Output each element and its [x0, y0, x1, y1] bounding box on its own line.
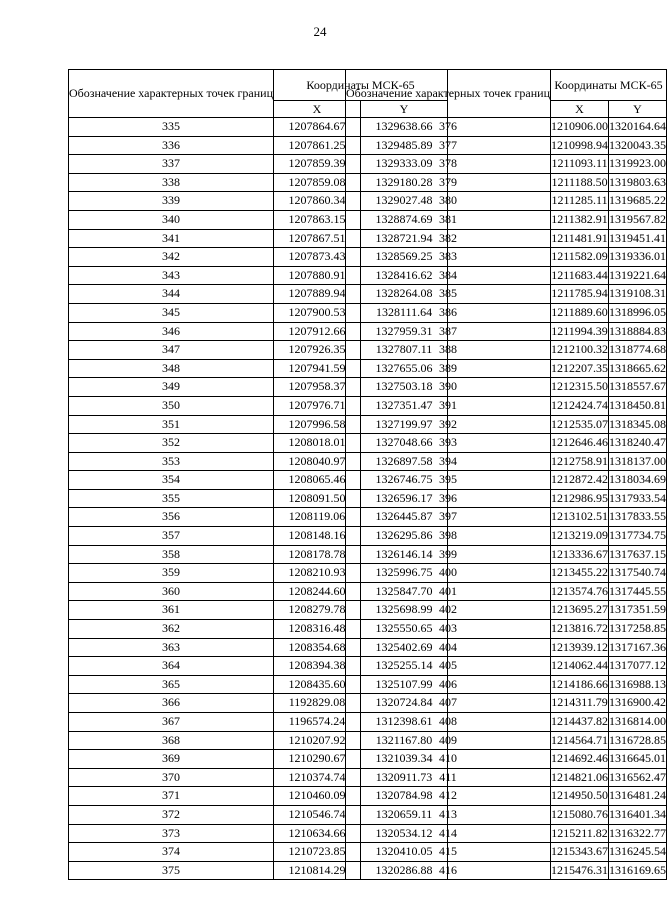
coord-y: 1319108.31	[609, 285, 667, 304]
coord-y: 1317258.85	[609, 620, 667, 639]
coord-y: 1328569.25	[361, 248, 448, 267]
coord-x: 1207900.53	[274, 303, 361, 322]
table-row	[346, 675, 667, 694]
table-row	[346, 155, 667, 174]
coord-x: 1213695.27	[551, 601, 609, 620]
coord-y: 1316988.13	[609, 675, 667, 694]
coord-y: 1319685.22	[609, 192, 667, 211]
coord-x: 1213574.76	[551, 582, 609, 601]
coord-y: 1326596.17	[361, 489, 448, 508]
coord-y: 1320659.11	[361, 805, 448, 824]
coord-y: 1328721.94	[361, 229, 448, 248]
coord-y: 1329485.89	[361, 136, 448, 155]
table-row	[346, 750, 667, 769]
table-row	[346, 285, 667, 304]
coord-x: 1211285.11	[551, 192, 609, 211]
coord-y: 1317445.55	[609, 582, 667, 601]
table-row	[346, 136, 667, 155]
coord-y: 1327048.66	[361, 434, 448, 453]
coord-x: 1214311.79	[551, 694, 609, 713]
point-number: 366	[69, 694, 274, 713]
point-number: 415	[346, 843, 551, 862]
coord-x: 1211481.91	[551, 229, 609, 248]
coord-x: 1210998.94	[551, 136, 609, 155]
coord-x: 1211785.94	[551, 285, 609, 304]
coord-x: 1207860.34	[274, 192, 361, 211]
coord-y: 1320043.35	[609, 136, 667, 155]
coord-x: 1211188.50	[551, 173, 609, 192]
point-number: 371	[69, 787, 274, 806]
coord-x: 1212646.46	[551, 434, 609, 453]
point-number: 342	[69, 248, 274, 267]
table-row	[346, 173, 667, 192]
table-row	[346, 396, 667, 415]
coord-x: 1208354.68	[274, 638, 361, 657]
point-number: 348	[69, 359, 274, 378]
point-number: 380	[346, 192, 551, 211]
coord-y: 1316562.47	[609, 768, 667, 787]
coord-y: 1325255.14	[361, 657, 448, 676]
table-row	[346, 731, 667, 750]
coord-x: 1214437.82	[551, 713, 609, 732]
coord-y: 1318034.69	[609, 471, 667, 490]
coord-x: 1212986.95	[551, 489, 609, 508]
header-designation: Обозначение характерных точек границ	[346, 70, 551, 118]
coord-x: 1210814.29	[274, 861, 361, 880]
table-row	[346, 341, 667, 360]
coord-y: 1328264.08	[361, 285, 448, 304]
table-row	[346, 564, 667, 583]
table-row	[346, 805, 667, 824]
point-number: 336	[69, 136, 274, 155]
point-number: 357	[69, 527, 274, 546]
coord-x: 1210460.09	[274, 787, 361, 806]
coord-x: 1208178.78	[274, 545, 361, 564]
table-row	[346, 694, 667, 713]
point-number: 382	[346, 229, 551, 248]
coord-x: 1207941.59	[274, 359, 361, 378]
coord-x: 1196574.24	[274, 713, 361, 732]
table-row	[346, 266, 667, 285]
point-number: 383	[346, 248, 551, 267]
table-row	[346, 787, 667, 806]
table-row	[346, 713, 667, 732]
point-number: 369	[69, 750, 274, 769]
point-number: 373	[69, 824, 274, 843]
coord-y: 1317540.74	[609, 564, 667, 583]
coord-x: 1210723.85	[274, 843, 361, 862]
point-number: 386	[346, 303, 551, 322]
coord-x: 1207880.91	[274, 266, 361, 285]
coord-y: 1328111.64	[361, 303, 448, 322]
point-number: 403	[346, 620, 551, 639]
coord-x: 1208279.78	[274, 601, 361, 620]
coord-y: 1325402.69	[361, 638, 448, 657]
coord-x: 1208018.01	[274, 434, 361, 453]
coord-y: 1327503.18	[361, 378, 448, 397]
coord-y: 1320164.64	[609, 118, 667, 137]
coord-x: 1207912.66	[274, 322, 361, 341]
point-number: 338	[69, 173, 274, 192]
coord-x: 1207926.35	[274, 341, 361, 360]
table-row	[346, 638, 667, 657]
coord-x: 1213455.22	[551, 564, 609, 583]
table-row	[346, 322, 667, 341]
point-number: 368	[69, 731, 274, 750]
coord-y: 1327807.11	[361, 341, 448, 360]
coord-y: 1317077.12	[609, 657, 667, 676]
coord-x: 1208148.16	[274, 527, 361, 546]
header-x: X	[551, 101, 609, 118]
coord-y: 1320784.98	[361, 787, 448, 806]
table-row	[346, 210, 667, 229]
coord-y: 1317167.36	[609, 638, 667, 657]
coord-y: 1320534.12	[361, 824, 448, 843]
table-row	[346, 248, 667, 267]
coord-y: 1316814.00	[609, 713, 667, 732]
coord-x: 1215211.82	[551, 824, 609, 843]
coord-y: 1326295.86	[361, 527, 448, 546]
coord-x: 1211093.11	[551, 155, 609, 174]
coord-x: 1207867.51	[274, 229, 361, 248]
coord-x: 1212535.07	[551, 415, 609, 434]
coord-x: 1207859.08	[274, 173, 361, 192]
coord-y: 1317351.59	[609, 601, 667, 620]
point-number: 360	[69, 582, 274, 601]
point-number: 346	[69, 322, 274, 341]
coord-y: 1321167.80	[361, 731, 448, 750]
table-body-right	[346, 118, 667, 880]
coord-y: 1319803.63	[609, 173, 667, 192]
coord-x: 1213816.72	[551, 620, 609, 639]
coord-x: 1214186.66	[551, 675, 609, 694]
coord-y: 1329638.66	[361, 118, 448, 137]
coord-y: 1327959.31	[361, 322, 448, 341]
coord-x: 1208394.38	[274, 657, 361, 676]
point-number: 372	[69, 805, 274, 824]
coord-y: 1325847.70	[361, 582, 448, 601]
table-row	[346, 601, 667, 620]
coord-x: 1215343.67	[551, 843, 609, 862]
point-number: 343	[69, 266, 274, 285]
coord-x: 1208210.93	[274, 564, 361, 583]
coord-y: 1316900.42	[609, 694, 667, 713]
header-designation: Обозначение характерных точек границ	[69, 70, 274, 118]
point-number: 340	[69, 210, 274, 229]
point-number: 400	[346, 564, 551, 583]
coord-x: 1212758.91	[551, 452, 609, 471]
point-number: 416	[346, 861, 551, 880]
point-number: 349	[69, 378, 274, 397]
coord-y: 1318996.05	[609, 303, 667, 322]
coord-x: 1211994.39	[551, 322, 609, 341]
coord-x: 1215080.76	[551, 805, 609, 824]
point-number: 395	[346, 471, 551, 490]
point-number: 396	[346, 489, 551, 508]
header-coordinates: Координаты МСК-65	[274, 70, 448, 101]
coord-x: 1210906.00	[551, 118, 609, 137]
coord-x: 1210634.66	[274, 824, 361, 843]
table-row	[346, 359, 667, 378]
point-number: 335	[69, 118, 274, 137]
coord-y: 1320911.73	[361, 768, 448, 787]
coord-y: 1318557.67	[609, 378, 667, 397]
point-number: 412	[346, 787, 551, 806]
coord-y: 1316169.65	[609, 861, 667, 880]
point-number: 411	[346, 768, 551, 787]
coord-y: 1329180.28	[361, 173, 448, 192]
coord-x: 1211582.09	[551, 248, 609, 267]
coord-y: 1325107.99	[361, 675, 448, 694]
coord-x: 1211382.91	[551, 210, 609, 229]
point-number: 408	[346, 713, 551, 732]
coord-y: 1327655.06	[361, 359, 448, 378]
coord-y: 1317833.55	[609, 508, 667, 527]
coord-y: 1320286.88	[361, 861, 448, 880]
point-number: 405	[346, 657, 551, 676]
point-number: 363	[69, 638, 274, 657]
header-y: Y	[609, 101, 667, 118]
point-number: 361	[69, 601, 274, 620]
table-row	[346, 582, 667, 601]
point-number: 359	[69, 564, 274, 583]
coord-x: 1214821.06	[551, 768, 609, 787]
point-number: 404	[346, 638, 551, 657]
table-row	[346, 434, 667, 453]
point-number: 362	[69, 620, 274, 639]
coord-x: 1213939.12	[551, 638, 609, 657]
table-row	[346, 229, 667, 248]
point-number: 364	[69, 657, 274, 676]
coord-y: 1316245.54	[609, 843, 667, 862]
coord-x: 1214564.71	[551, 731, 609, 750]
coord-y: 1318665.62	[609, 359, 667, 378]
coord-x: 1208040.97	[274, 452, 361, 471]
coord-y: 1326445.87	[361, 508, 448, 527]
point-number: 398	[346, 527, 551, 546]
header-y: Y	[361, 101, 448, 118]
table-row	[346, 545, 667, 564]
point-number: 385	[346, 285, 551, 304]
coord-y: 1317933.54	[609, 489, 667, 508]
coord-y: 1318884.83	[609, 322, 667, 341]
coord-x: 1214950.50	[551, 787, 609, 806]
coord-y: 1321039.34	[361, 750, 448, 769]
coord-x: 1212872.42	[551, 471, 609, 490]
point-number: 375	[69, 861, 274, 880]
header-coordinates: Координаты МСК-65	[551, 70, 667, 101]
point-number: 389	[346, 359, 551, 378]
coord-y: 1325996.75	[361, 564, 448, 583]
coord-x: 1208065.46	[274, 471, 361, 490]
point-number: 344	[69, 285, 274, 304]
coord-x: 1207996.58	[274, 415, 361, 434]
coord-y: 1318450.81	[609, 396, 667, 415]
point-number: 394	[346, 452, 551, 471]
coord-y: 1319567.82	[609, 210, 667, 229]
coord-x: 1212100.32	[551, 341, 609, 360]
coord-y: 1329027.48	[361, 192, 448, 211]
coord-y: 1325698.99	[361, 601, 448, 620]
point-number: 384	[346, 266, 551, 285]
table-row	[346, 527, 667, 546]
point-number: 402	[346, 601, 551, 620]
coord-y: 1320410.05	[361, 843, 448, 862]
point-number: 397	[346, 508, 551, 527]
table-row	[346, 657, 667, 676]
coord-x: 1211889.60	[551, 303, 609, 322]
point-number: 347	[69, 341, 274, 360]
coord-y: 1319451.41	[609, 229, 667, 248]
table-row	[346, 489, 667, 508]
point-number: 365	[69, 675, 274, 694]
point-number: 341	[69, 229, 274, 248]
table-row	[346, 192, 667, 211]
point-number: 356	[69, 508, 274, 527]
table-row	[346, 452, 667, 471]
point-number: 378	[346, 155, 551, 174]
coord-y: 1317734.75	[609, 527, 667, 546]
point-number: 354	[69, 471, 274, 490]
point-number: 406	[346, 675, 551, 694]
point-number: 370	[69, 768, 274, 787]
table-row	[346, 620, 667, 639]
coord-y: 1316481.24	[609, 787, 667, 806]
table-row	[346, 861, 667, 880]
coord-y: 1327351.47	[361, 396, 448, 415]
coord-x: 1212207.35	[551, 359, 609, 378]
coord-x: 1207958.37	[274, 378, 361, 397]
coord-y: 1316322.77	[609, 824, 667, 843]
coordinates-table-right	[345, 69, 667, 880]
coord-y: 1326746.75	[361, 471, 448, 490]
coord-y: 1328416.62	[361, 266, 448, 285]
point-number: 355	[69, 489, 274, 508]
point-number: 387	[346, 322, 551, 341]
point-number: 409	[346, 731, 551, 750]
coord-x: 1207861.25	[274, 136, 361, 155]
table-row	[346, 303, 667, 322]
coord-x: 1208244.60	[274, 582, 361, 601]
coord-y: 1312398.61	[361, 713, 448, 732]
table-row	[346, 824, 667, 843]
coord-x: 1215476.31	[551, 861, 609, 880]
point-number: 390	[346, 378, 551, 397]
coord-y: 1326897.58	[361, 452, 448, 471]
coord-x: 1210546.74	[274, 805, 361, 824]
point-number: 410	[346, 750, 551, 769]
coord-y: 1316728.85	[609, 731, 667, 750]
coord-y: 1319923.00	[609, 155, 667, 174]
point-number: 353	[69, 452, 274, 471]
point-number: 350	[69, 396, 274, 415]
coord-y: 1326146.14	[361, 545, 448, 564]
header-x: X	[274, 101, 361, 118]
coord-x: 1208091.50	[274, 489, 361, 508]
point-number: 407	[346, 694, 551, 713]
coord-x: 1208119.06	[274, 508, 361, 527]
table-row	[346, 118, 667, 137]
table-row	[346, 768, 667, 787]
coord-y: 1319336.01	[609, 248, 667, 267]
point-number: 392	[346, 415, 551, 434]
coord-y: 1317637.15	[609, 545, 667, 564]
coord-x: 1208435.60	[274, 675, 361, 694]
coord-y: 1328874.69	[361, 210, 448, 229]
table-row	[346, 843, 667, 862]
coord-x: 1207859.39	[274, 155, 361, 174]
table-row	[346, 378, 667, 397]
point-number: 414	[346, 824, 551, 843]
point-number: 374	[69, 843, 274, 862]
table-row	[346, 508, 667, 527]
coord-x: 1211683.44	[551, 266, 609, 285]
point-number: 377	[346, 136, 551, 155]
point-number: 413	[346, 805, 551, 824]
coord-x: 1207864.67	[274, 118, 361, 137]
coord-x: 1210207.92	[274, 731, 361, 750]
point-number: 352	[69, 434, 274, 453]
coord-x: 1214692.46	[551, 750, 609, 769]
coord-y: 1327199.97	[361, 415, 448, 434]
coord-y: 1318240.47	[609, 434, 667, 453]
point-number: 401	[346, 582, 551, 601]
point-number: 391	[346, 396, 551, 415]
coord-x: 1210290.67	[274, 750, 361, 769]
point-number: 376	[346, 118, 551, 137]
coord-y: 1318774.68	[609, 341, 667, 360]
coord-y: 1325550.65	[361, 620, 448, 639]
coord-y: 1318137.00	[609, 452, 667, 471]
point-number: 367	[69, 713, 274, 732]
point-number: 339	[69, 192, 274, 211]
page-number: 24	[313, 24, 327, 39]
coord-x: 1208316.48	[274, 620, 361, 639]
point-number: 381	[346, 210, 551, 229]
coord-x: 1207976.71	[274, 396, 361, 415]
point-number: 337	[69, 155, 274, 174]
coord-x: 1212315.50	[551, 378, 609, 397]
point-number: 393	[346, 434, 551, 453]
coord-x: 1213336.67	[551, 545, 609, 564]
coord-y: 1329333.09	[361, 155, 448, 174]
coord-x: 1213219.09	[551, 527, 609, 546]
coord-y: 1319221.64	[609, 266, 667, 285]
coord-x: 1210374.74	[274, 768, 361, 787]
table-row	[346, 471, 667, 490]
coord-x: 1212424.74	[551, 396, 609, 415]
point-number: 345	[69, 303, 274, 322]
point-number: 379	[346, 173, 551, 192]
point-number: 388	[346, 341, 551, 360]
point-number: 358	[69, 545, 274, 564]
coord-x: 1213102.51	[551, 508, 609, 527]
coord-y: 1316401.34	[609, 805, 667, 824]
coord-x: 1207889.94	[274, 285, 361, 304]
table-row	[346, 415, 667, 434]
coord-y: 1318345.08	[609, 415, 667, 434]
coord-x: 1214062.44	[551, 657, 609, 676]
point-number: 351	[69, 415, 274, 434]
coord-y: 1320724.84	[361, 694, 448, 713]
coord-y: 1316645.01	[609, 750, 667, 769]
coord-x: 1207863.15	[274, 210, 361, 229]
coord-x: 1192829.08	[274, 694, 361, 713]
point-number: 399	[346, 545, 551, 564]
coord-x: 1207873.43	[274, 248, 361, 267]
